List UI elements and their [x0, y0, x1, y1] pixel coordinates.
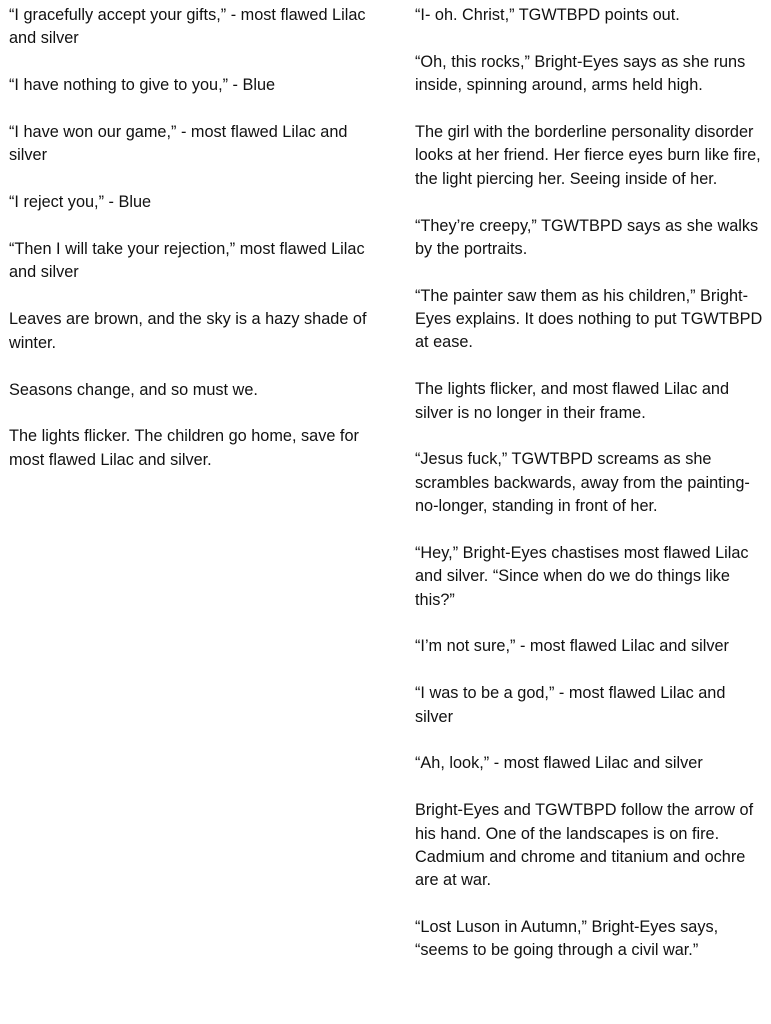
paragraph: “The painter saw them as his children,” Bright-Eyes explains. It does nothing to put TGWTBPD at ease.: [415, 286, 763, 352]
paragraph: Seasons change, and so must we.: [9, 380, 258, 399]
paragraph: Leaves are brown, and the sky is a hazy shade of winter.: [9, 310, 367, 352]
paragraph: “I’m not sure,” - most flawed Lilac and silver: [415, 637, 729, 656]
paragraph: The lights flicker, and most flawed Lilac and silver is no longer in their frame.: [415, 380, 730, 422]
paragraph: “I have won our game,” - most flawed Lilac and silver: [9, 123, 348, 165]
paragraph: “Oh, this rocks,” Bright-Eyes says as she runs inside, spinning around, arms held high.: [415, 52, 746, 95]
left-column: [9, 4, 381, 496]
paragraph: The girl with the borderline personality disorder looks at her friend. Her fierce eyes burn like fire, the light piercing her. Seeing inside of her.: [415, 123, 761, 188]
paragraph: The lights flicker. The children go home, save for most flawed Lilac and silver.: [9, 427, 359, 469]
paragraph: “Jesus fuck,” TGWTBPD screams as she scrambles backwards, away from the painting-no-longer, standing in front of her.: [415, 450, 750, 516]
paragraph: “I have nothing to give to you,” - Blue: [9, 76, 276, 95]
paragraph: “Ah, look,” - most flawed Lilac and silver: [415, 754, 703, 773]
paragraph: “I- oh. Christ,” TGWTBPD points out.: [415, 6, 680, 24]
paragraph: Bright-Eyes and TGWTBPD follow the arrow of his hand. One of the landscapes is on fire. Cadmium and chrome and titanium and ochre are at war.: [415, 801, 754, 890]
paragraph: “They’re creepy,” TGWTBPD says as she walks by the portraits.: [415, 216, 759, 258]
paragraph: “Then I will take your rejection,” most flawed Lilac and silver: [9, 240, 365, 282]
paragraph: “Hey,” Bright-Eyes chastises most flawed Lilac and silver. “Since when do we do things like this?”: [415, 543, 749, 609]
right-column: [415, 4, 767, 986]
paragraph: “I was to be a god,” - most flawed Lilac and silver: [415, 684, 726, 726]
paragraph: “I gracefully accept your gifts,” - most flawed Lilac and silver: [9, 6, 366, 48]
paragraph: “Lost Luson in Autumn,” Bright-Eyes says, “seems to be going through a civil war.”: [415, 918, 719, 960]
paragraph: “I reject you,” - Blue: [9, 193, 152, 212]
